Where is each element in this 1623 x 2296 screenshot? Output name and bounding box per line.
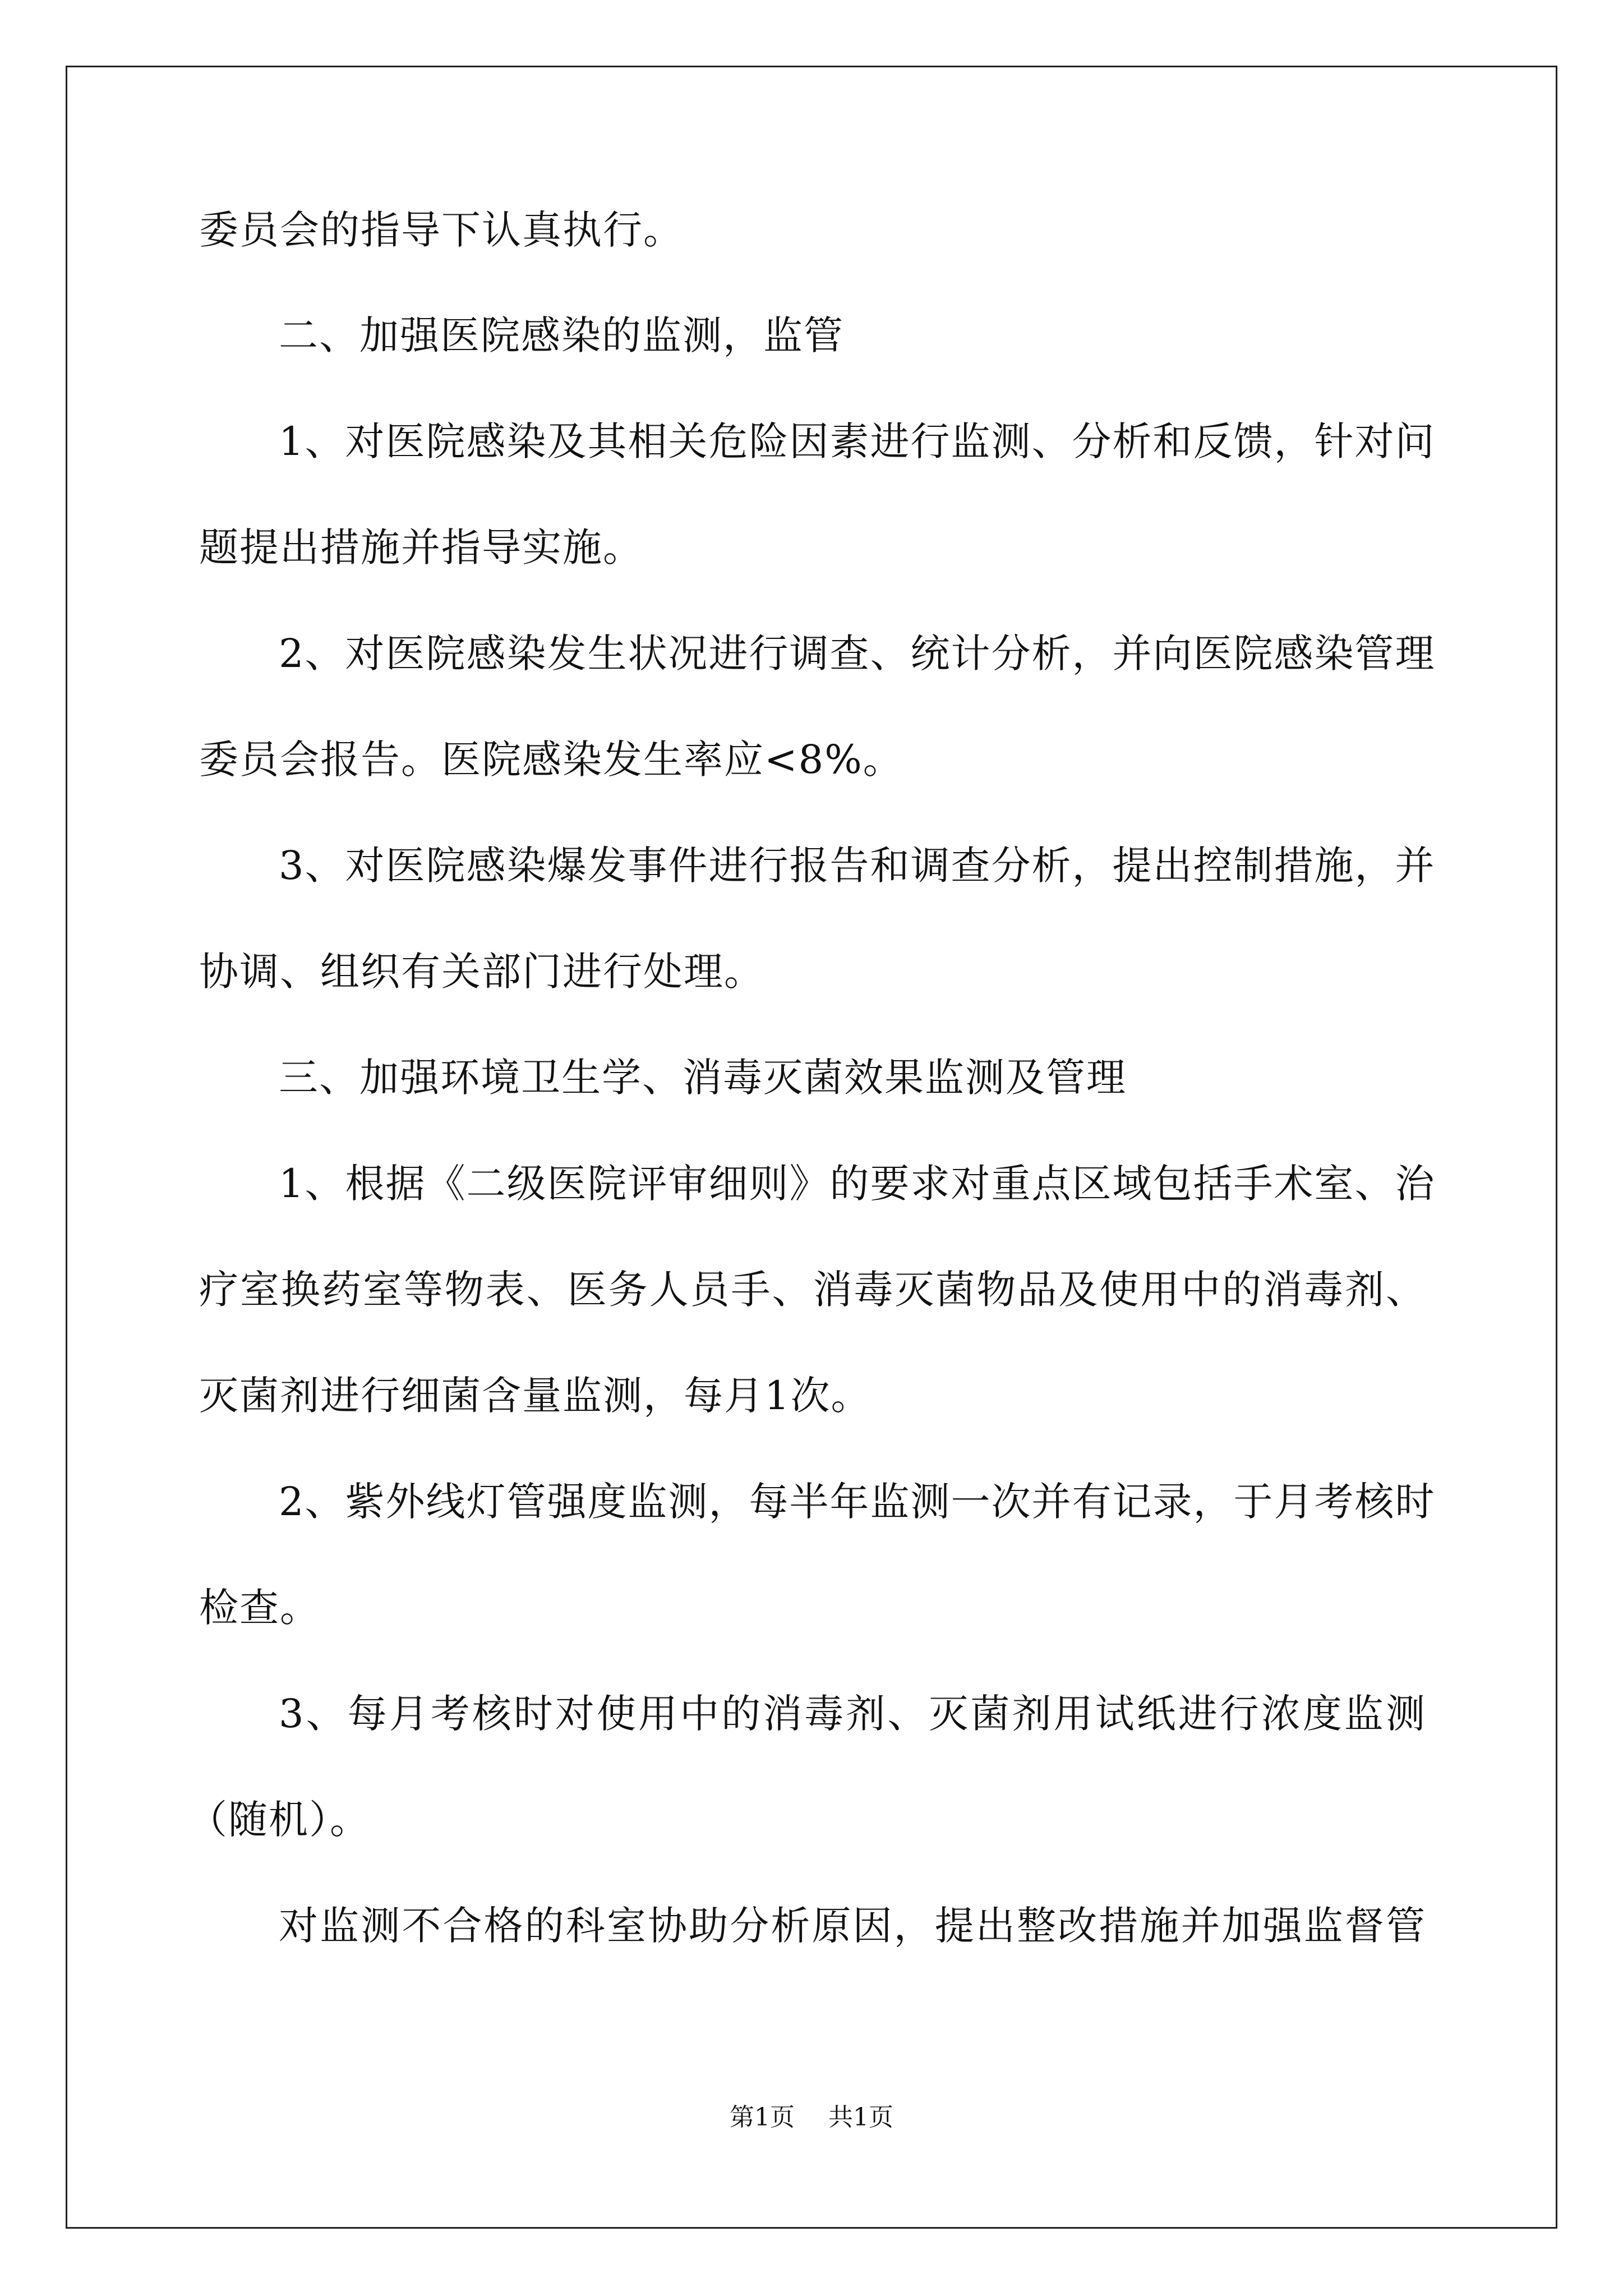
text-line: 疗室换药室等物表、医务人员手、消毒灭菌物品及使用中的消毒剂、 (199, 1267, 1426, 1313)
page-footer (0, 2101, 1623, 2134)
text-line: 2、紫外线灯管强度监测，每半年监测一次并有记录，于月考核时 (279, 1479, 1436, 1525)
section-heading: 二、加强医院感染的监测，监管 (279, 312, 844, 358)
text-line: 检查。 (199, 1585, 320, 1631)
page-number: 第1页 (730, 2103, 795, 2132)
text-line: 对监测不合格的科室协助分析原因，提出整改措施并加强监督管 (279, 1903, 1426, 1949)
text-line: 协调、组织有关部门进行处理。 (199, 949, 764, 995)
text-line: 1、根据《二级医院评审细则》的要求对重点区域包括手术室、治 (279, 1161, 1436, 1207)
page-total: 共1页 (828, 2103, 893, 2132)
text-line: 3、对医院感染爆发事件进行报告和调查分析，提出控制措施，并 (279, 843, 1436, 889)
text-line: 委员会的指导下认真执行。 (199, 207, 684, 253)
text-line: 题提出措施并指导实施。 (199, 524, 643, 570)
text-line: 灭菌剂进行细菌含量监测，每月1次。 (199, 1373, 872, 1419)
text-line: 1、对医院感染及其相关危险因素进行监测、分析和反馈，针对问 (279, 418, 1436, 464)
text-line: （随机）。 (188, 1797, 370, 1843)
section-heading: 三、加强环境卫生学、消毒灭菌效果监测及管理 (279, 1055, 1127, 1101)
text-line: 2、对医院感染发生状况进行调查、统计分析，并向医院感染管理 (279, 631, 1436, 677)
text-line: 委员会报告。医院感染发生率应<8%。 (199, 737, 903, 783)
text-line: 3、每月考核时对使用中的消毒剂、灭菌剂用试纸进行浓度监测 (279, 1691, 1426, 1737)
